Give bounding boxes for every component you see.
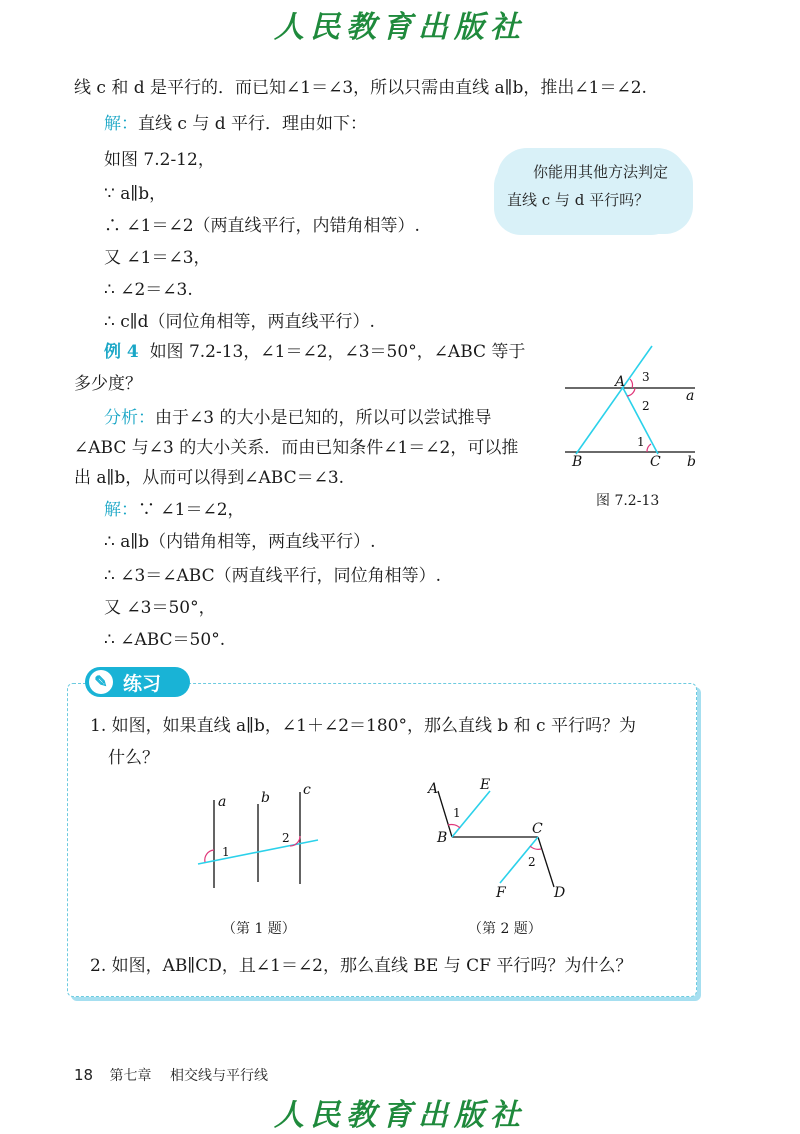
angle-2-mark <box>627 388 635 396</box>
caption-question-1: （第 1 题） <box>222 921 296 937</box>
analysis-label: 分析： <box>104 408 155 428</box>
practice-tab <box>85 667 190 697</box>
solution-label: 解： <box>104 114 138 134</box>
text-line: 线 c 和 d 是平行的．而已知∠1＝∠3，所以只需由直线 a∥b，推出∠1＝∠2. <box>74 78 647 98</box>
solution-line <box>104 112 367 136</box>
label-1: 1 <box>222 845 230 859</box>
solution-text: 直线 c 与 d 平行．理由如下： <box>138 114 368 134</box>
analysis-line <box>104 406 491 430</box>
angle-3-mark <box>630 379 632 388</box>
question-2: 2. 如图，AB∥CD，且∠1＝∠2，那么直线 BE 与 CF 平行吗？为什么？ <box>90 956 633 976</box>
page-footer <box>74 1065 268 1085</box>
label-c: c <box>303 782 311 798</box>
angle-1-mark <box>448 824 460 828</box>
text-line: 出 a∥b，从而可以得到∠ABC＝∠3. <box>74 468 345 488</box>
label-B: B <box>572 454 583 470</box>
angle-1-mark <box>205 850 214 862</box>
text-line: ∴ c∥d（同位角相等，两直线平行）. <box>104 312 375 332</box>
page-number: 18 <box>74 1066 94 1084</box>
text-line: ∴ a∥b（内错角相等，两直线平行）. <box>104 532 376 552</box>
text-line: ∠ABC 与∠3 的大小关系．而由已知条件∠1＝∠2，可以推 <box>74 438 519 458</box>
publisher-header: 人民教育出版社 <box>274 10 526 45</box>
bubble-line-2: 直线 c 与 d 平行吗？ <box>507 191 650 209</box>
label-a: a <box>218 794 227 810</box>
figure-7-2-13 <box>560 340 710 480</box>
label-a: a <box>686 388 695 404</box>
analysis-text: 由于∠3 的大小是已知的，所以可以尝试推导 <box>155 408 492 428</box>
text-line: 又 ∠1＝∠3， <box>104 248 211 268</box>
label-A: A <box>615 374 626 390</box>
caption-question-2: （第 2 题） <box>468 921 542 937</box>
label-b: b <box>687 454 696 470</box>
text-line: ∵ a∥b， <box>104 184 167 204</box>
label-2: 2 <box>282 831 290 845</box>
example-text: 如图 7.2-13，∠1＝∠2，∠3＝50°，∠ABC 等于 <box>149 342 526 362</box>
label-D: D <box>554 885 566 901</box>
solution-label: 解： <box>104 500 138 520</box>
thinking-bubble <box>497 148 687 230</box>
label-C: C <box>650 454 661 470</box>
practice-icon: ✎ <box>89 670 113 694</box>
segment-CD <box>538 837 554 887</box>
text-line: ∴ ∠3＝∠ABC（两直线平行，同位角相等）. <box>104 566 442 586</box>
label-2: 2 <box>642 399 650 413</box>
practice-title: 练习 <box>123 673 162 695</box>
figure-caption: 图 7.2-13 <box>596 493 660 509</box>
chapter-title: 相交线与平行线 <box>170 1068 268 1084</box>
label-F: F <box>496 885 506 901</box>
chapter-label: 第七章 <box>109 1068 152 1084</box>
bubble-line-1: 你能用其他方法判定 <box>533 163 669 181</box>
label-A: A <box>428 781 439 797</box>
text-line: 如图 7.2-12， <box>104 150 215 170</box>
text-line: ∴ ∠ABC＝50°. <box>104 630 226 650</box>
text-line: ∴ ∠1＝∠2（两直线平行，内错角相等）. <box>104 216 420 236</box>
angle-1-mark <box>647 444 651 452</box>
label-C: C <box>532 821 543 837</box>
example-line <box>104 340 525 364</box>
angle-2-mark <box>530 846 541 849</box>
solution-line <box>104 498 245 522</box>
text-line: 又 ∠3＝50°， <box>104 598 216 618</box>
label-b: b <box>261 790 270 806</box>
practice-figure-2 <box>420 775 580 905</box>
label-3: 3 <box>642 370 650 384</box>
label-1: 1 <box>637 435 645 449</box>
label-E: E <box>480 777 491 793</box>
label-1: 1 <box>453 806 461 820</box>
label-B: B <box>437 830 448 846</box>
text-line: ∴ ∠2＝∠3. <box>104 280 193 300</box>
label-2: 2 <box>528 855 536 869</box>
text-line: 多少度？ <box>74 374 142 394</box>
practice-figure-1 <box>190 780 330 895</box>
question-1-cont: 什么？ <box>108 748 159 768</box>
example-label: 例 4 <box>104 342 139 362</box>
publisher-footer: 人民教育出版社 <box>274 1098 526 1133</box>
solution-text: ∵ ∠1＝∠2， <box>138 500 245 520</box>
question-1: 1. 如图，如果直线 a∥b，∠1＋∠2＝180°，那么直线 b 和 c 平行吗？为 <box>90 716 636 736</box>
